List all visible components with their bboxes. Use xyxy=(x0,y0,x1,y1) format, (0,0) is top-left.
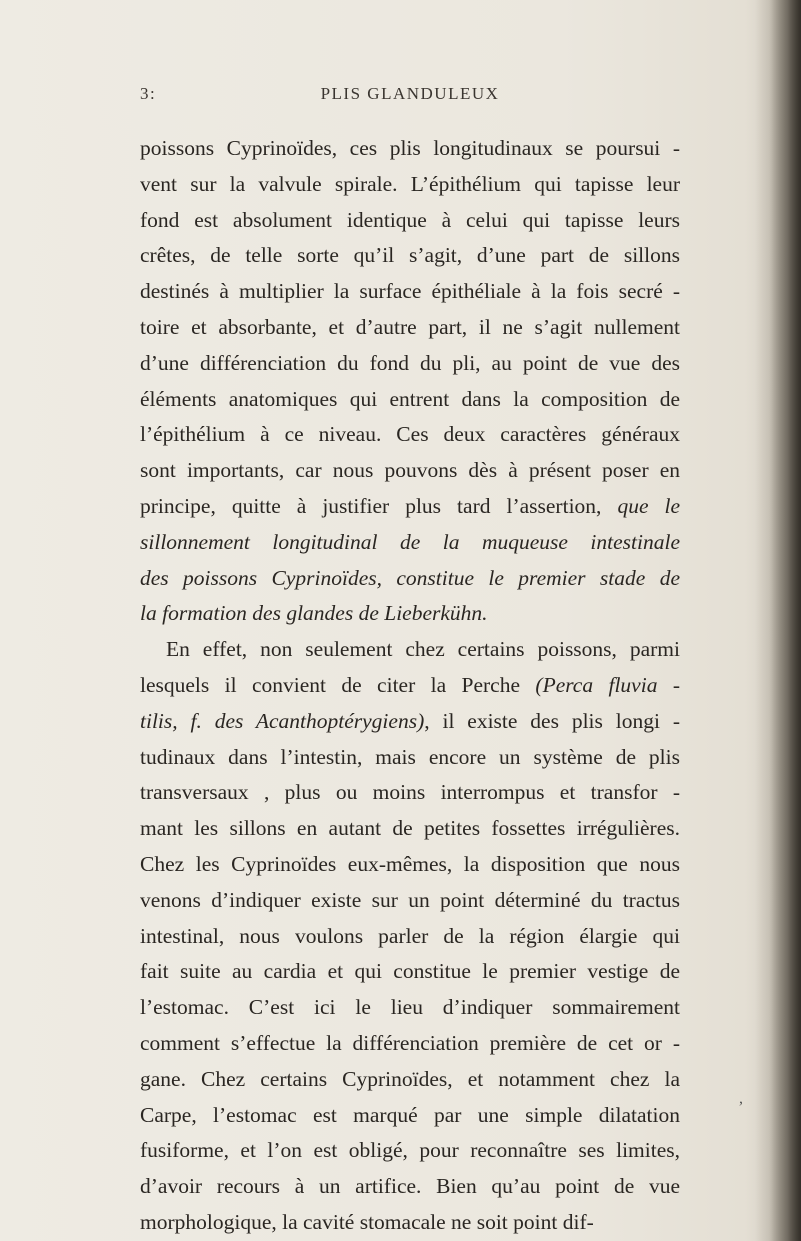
text-segment: lesquels il convient de citer la Perche xyxy=(140,672,536,697)
text-line xyxy=(140,310,680,346)
text-segment: , il existe des plis longi - xyxy=(424,708,680,733)
text-line xyxy=(140,1026,680,1062)
text-segment: sont importants, car nous pouvons dès à présent poser en xyxy=(140,458,680,483)
text-line xyxy=(140,382,680,418)
text-line xyxy=(140,811,680,847)
text-line xyxy=(140,167,680,203)
text-segment: d’avoir recours à un artifice. Bien qu’au point de vue xyxy=(140,1174,680,1199)
text-segment: fond est absolument identique à celui qui tapisse leurs xyxy=(140,207,680,232)
text-line xyxy=(140,919,680,955)
text-line xyxy=(140,847,680,883)
text-line xyxy=(140,1169,680,1205)
text-line xyxy=(140,525,680,561)
text-line xyxy=(140,704,680,740)
italic-text: tilis, f. des Acanthoptérygiens) xyxy=(140,708,425,733)
margin-mark: , xyxy=(739,1090,743,1107)
text-segment: venons d’indiquer existe sur un point déterminé du tractus xyxy=(140,887,680,912)
text-segment: vent sur la valvule spirale. L’épithélium qui tapisse leur xyxy=(140,171,680,196)
text-line xyxy=(140,238,680,274)
text-segment: gane. Chez certains Cyprinoïdes, et notamment chez la xyxy=(140,1066,680,1091)
text-line xyxy=(140,203,680,239)
text-line xyxy=(140,274,680,310)
text-line xyxy=(140,990,680,1026)
text-segment: comment s’effectue la différenciation première de cet or - xyxy=(140,1030,680,1055)
text-line xyxy=(140,668,680,704)
text-segment: fait suite au cardia et qui constitue le premier vestige de xyxy=(140,959,680,984)
text-segment: fusiforme, et l’on est obligé, pour reconnaître ses limites, xyxy=(140,1138,680,1163)
running-title: PLIS GLANDULEUX xyxy=(320,84,500,103)
text-line xyxy=(140,346,680,382)
italic-text: que le xyxy=(617,493,681,518)
text-segment: principe, quitte à justifier plus tard l’assertion, xyxy=(140,493,618,518)
text-line xyxy=(140,561,680,597)
text-segment: En effet, non seulement chez certains poissons, parmi xyxy=(166,637,680,662)
italic-text: sillonnement longitudinal de la muqueuse intestinale xyxy=(140,529,680,554)
text-segment: destinés à multiplier la surface épithéliale à la fois secré - xyxy=(140,279,680,304)
text-segment: d’une différenciation du fond du pli, au point de vue des xyxy=(140,350,680,375)
text-segment: poissons Cyprinoïdes, ces plis longitudinaux se poursui - xyxy=(140,136,680,160)
text-segment: Chez les Cyprinoïdes eux-mêmes, la disposition que nous xyxy=(140,851,680,876)
text-segment: tudinaux dans l’intestin, mais encore un système de plis xyxy=(140,744,680,769)
italic-text: des poissons Cyprinoïdes, constitue le premier stade de xyxy=(140,565,680,590)
running-head xyxy=(140,84,680,108)
text-line xyxy=(140,740,680,776)
text-line xyxy=(140,632,680,668)
text-line xyxy=(140,596,680,632)
text-segment: transversaux , plus ou moins interrompus et transfor - xyxy=(140,780,680,805)
text-line xyxy=(140,1098,680,1134)
text-segment: Carpe, l’estomac est marqué par une simple dilatation xyxy=(140,1102,680,1127)
text-segment: morphologique, la cavité stomacale ne soit point dif- xyxy=(140,1209,594,1234)
text-segment: crêtes, de telle sorte qu’il s’agit, d’une part de sillons xyxy=(140,243,680,268)
text-segment: mant les sillons en autant de petites fossettes irrégulières. xyxy=(140,816,680,841)
text-segment: intestinal, nous voulons parler de la région élargie qui xyxy=(140,923,680,948)
italic-text: la formation des glandes de Lieberkühn. xyxy=(140,601,488,626)
page-number: 3: xyxy=(140,84,157,103)
text-line xyxy=(140,131,680,167)
text-line xyxy=(140,775,680,811)
italic-text: (Perca fluvia - xyxy=(535,672,680,697)
text-line xyxy=(140,883,680,919)
text-segment: toire et absorbante, et d’autre part, il ne s’agit nullement xyxy=(140,314,680,339)
text-line xyxy=(140,453,680,489)
text-line xyxy=(140,1133,680,1169)
text-line xyxy=(140,954,680,990)
text-line xyxy=(140,489,680,525)
text-line xyxy=(140,1062,680,1098)
text-line xyxy=(140,417,680,453)
text-segment: éléments anatomiques qui entrent dans la composition de xyxy=(140,386,680,411)
text-line xyxy=(140,1205,680,1241)
body-text xyxy=(140,131,680,1241)
text-segment: l’estomac. C’est ici le lieu d’indiquer sommairement xyxy=(140,995,680,1020)
text-segment: l’épithélium à ce niveau. Ces deux caractères généraux xyxy=(140,422,680,447)
page-edge-shadow xyxy=(755,0,801,1241)
